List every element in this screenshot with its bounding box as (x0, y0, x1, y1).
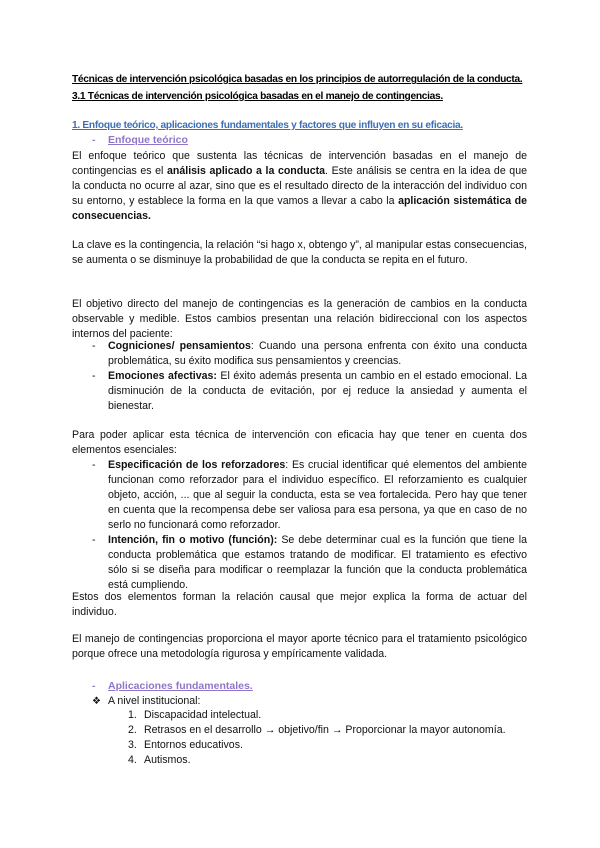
item-number: 4. (128, 754, 137, 766)
document-subtitle: 3.1 Técnicas de intervención psicológica basadas en el manejo de contingencias. (72, 91, 443, 102)
numbered-item (128, 753, 506, 768)
numbered-item (128, 723, 506, 738)
list-elementos-esenciales (92, 458, 527, 593)
subheading-label: Enfoque teórico (108, 134, 188, 146)
dash-marker: - (92, 680, 96, 692)
paragraph-elementos: Para poder aplicar esta técnica de intervención con eficacia hay que tener en cuenta dos elementos esenciales: (72, 429, 527, 456)
paragraph-contingencia: La clave es la contingencia, la relación “si hago x, obtengo y”, al manipular estas consecuencias, se aumenta o se disminuye la probabilidad de que la conducta se repita en el futuro. (72, 239, 527, 266)
diamond-bullet-icon: ❖ (92, 696, 101, 707)
subheading-enfoque-teorico (92, 133, 188, 148)
list-item (92, 339, 527, 369)
subheading-aplicaciones (92, 679, 253, 694)
bold-term: Cogniciones/ pensamientos (108, 340, 251, 352)
list-item-text: Se debe determinar cual es la función que tiene la conducta problemática que estamos tratando de modificar. El tratamiento es efectivo sólo si se diseña para modificar o reemplazar la función que la conducta problemática está cumpliendo. (108, 534, 527, 591)
paragraph-enfoque (72, 149, 527, 224)
item-number: 1. (128, 709, 137, 721)
paragraph-aporte-tecnico: El manejo de contingencias proporciona el mayor aporte técnico para el tratamiento psicológico porque ofrece una metodología rigurosa y empíricamente validada. (72, 633, 527, 660)
paragraph-relacion-causal: Estos dos elementos forman la relación causal que mejor explica la forma de actuar del individuo. (72, 591, 527, 618)
paragraph-text: . Este análisis se centra en la idea de que la conducta no ocurre al azar, sino que es el resultado directo de la interacción del individuo con su entorno, y establece la forma en la que vamos a llevar a cabo la (72, 165, 527, 207)
section-heading: 1. Enfoque teórico, aplicaciones fundamentales y factores que influyen en su eficacia. (72, 120, 463, 131)
list-aspectos-internos (92, 339, 527, 414)
bold-term: aplicación sistemática de consecuencias. (72, 195, 527, 222)
item-number: 2. (128, 724, 137, 736)
paragraph-objetivo: El objetivo directo del manejo de contingencias es la generación de cambios en la conducta observable y medible. Estos cambios presentan una relación bidireccional con los aspectos internos del paciente: (72, 298, 527, 340)
list-item (92, 533, 527, 593)
item-text: Entornos educativos. (144, 739, 243, 751)
list-item-text: : Cuando una persona enfrenta con éxito una conducta problemática, su éxito modifica sus pensamientos y creencias. (108, 340, 527, 367)
document-title: Técnicas de intervención psicológica basadas en los principios de autorregulación de la conducta. (72, 74, 523, 85)
item-text: Discapacidad intelectual. (144, 709, 262, 721)
numbered-item (128, 708, 506, 723)
list-item (92, 458, 527, 533)
item-number: 3. (128, 739, 137, 751)
bold-term: Especificación de los reforzadores (108, 459, 286, 471)
dash-marker: - (92, 459, 96, 471)
item-text: Autismos. (144, 754, 191, 766)
bold-term: Emociones afectivas: (108, 370, 217, 382)
list-item-text: El éxito además presenta un cambio en el estado emocional. La disminución de la conducta de evitación, por ej reduce la ansiedad y aumenta el bienestar. (108, 370, 527, 412)
dash-marker: - (92, 370, 96, 382)
bold-term: análisis aplicado a la conducta (167, 165, 326, 177)
numbered-item (128, 738, 506, 753)
item-text: Retrasos en el desarrollo → objetivo/fin → Proporcionar la mayor autonomía. (144, 724, 506, 736)
institutional-label: A nivel institucional: (108, 695, 201, 707)
bold-term: Intención, fin o motivo (función): (108, 534, 278, 546)
subheading-label: Aplicaciones fundamentales. (108, 680, 253, 692)
dash-marker: - (92, 534, 96, 546)
institutional-item (92, 694, 200, 709)
list-item-text: : Es crucial identificar qué elementos del ambiente funcionan como reforzador para el individuo específico. El reforzamiento es cualquier objeto, acción, ... que al seguir la conducta, esta se vea fortalecida. Pero hay que tener en cuenta que la recompensa debe ser valiosa para esa persona, ya que en caso de no serlo no funcionará como reforzador. (108, 459, 527, 531)
dash-marker: - (92, 134, 96, 146)
paragraph-text: El enfoque teórico que sustenta las técnicas de intervención basadas en el manejo de contingencias es el (72, 150, 527, 177)
numbered-list (128, 708, 506, 768)
dash-marker: - (92, 340, 96, 352)
list-item (92, 369, 527, 414)
